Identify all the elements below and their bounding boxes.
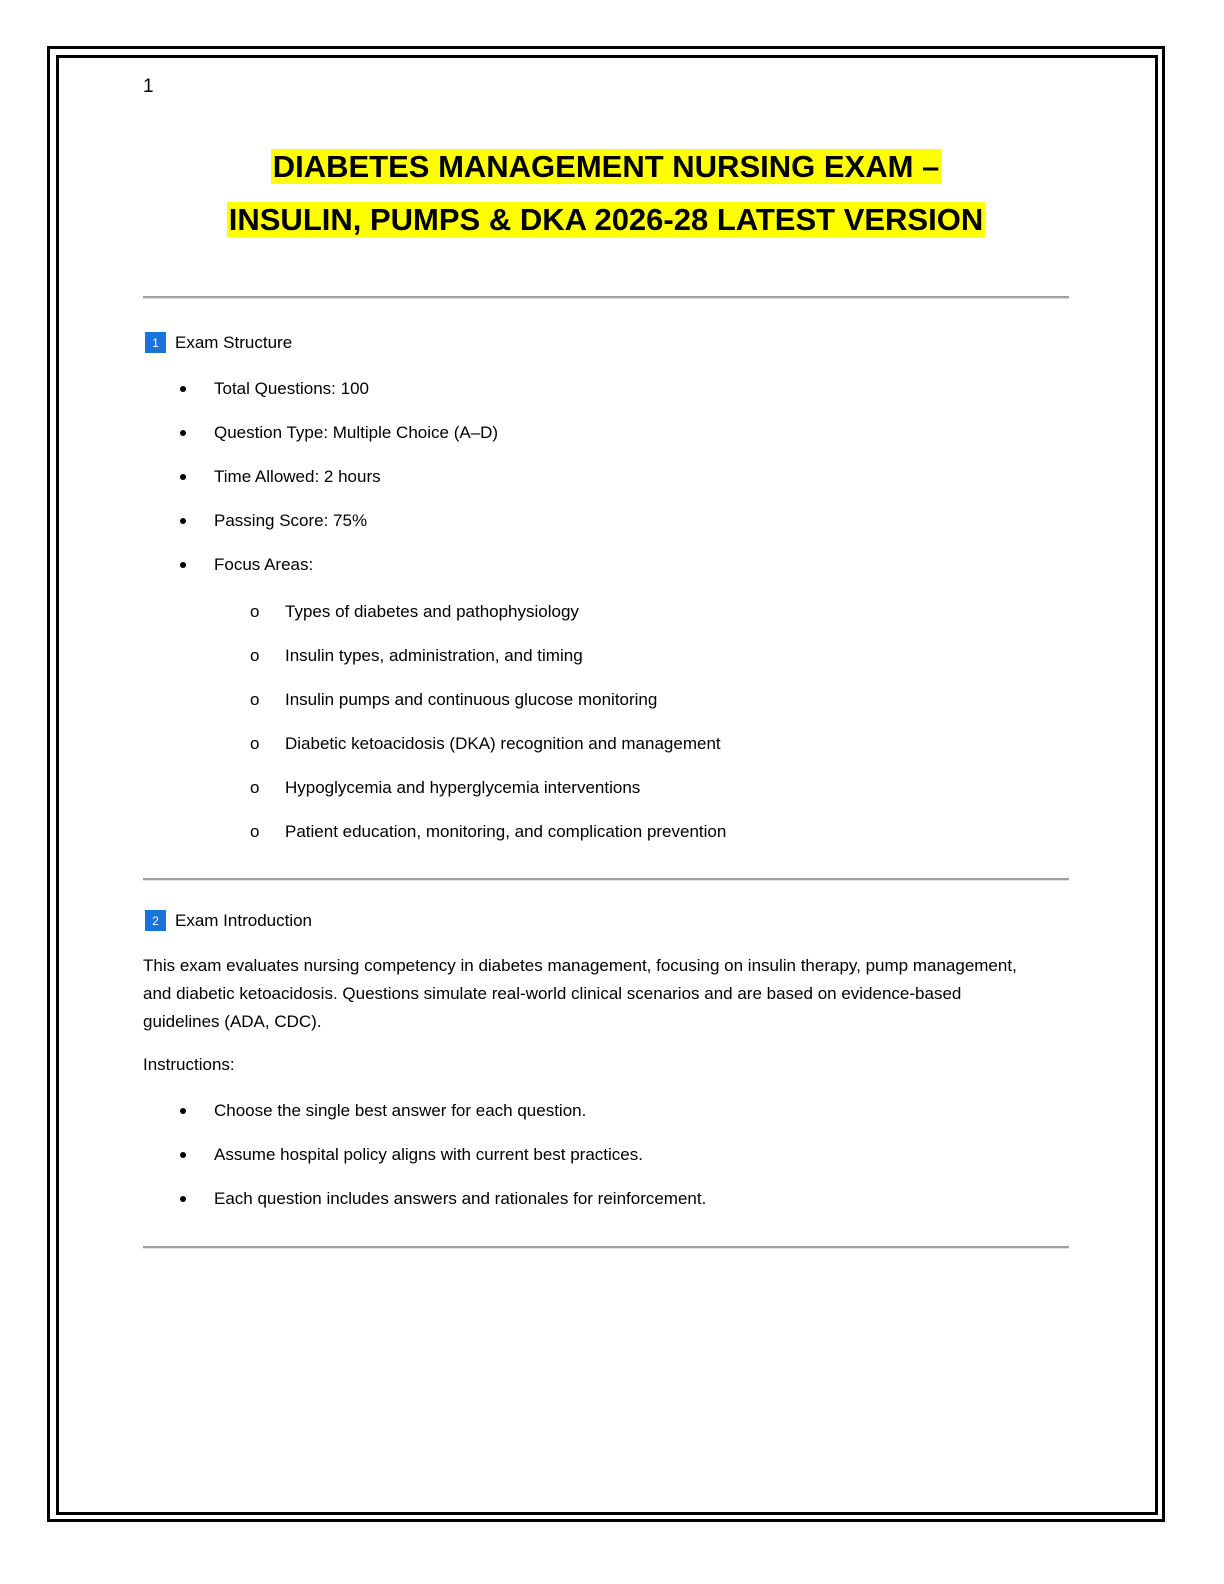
number-badge-2: 2 (145, 910, 166, 931)
title-line-1: DIABETES MANAGEMENT NURSING EXAM – (272, 149, 940, 184)
document-title (140, 140, 1072, 246)
horizontal-rule-2 (143, 878, 1069, 881)
instructions-list (178, 1099, 706, 1231)
instructions-label: Instructions: (143, 1055, 235, 1074)
list-item: Time Allowed: 2 hours (178, 465, 498, 509)
number-badge-1: 1 (145, 332, 166, 353)
section-heading-text: Exam Structure (175, 332, 293, 352)
list-item: Total Questions: 100 (178, 377, 498, 421)
list-item: Each question includes answers and rationales for reinforcement. (178, 1187, 706, 1231)
list-item: Choose the single best answer for each question. (178, 1099, 706, 1143)
horizontal-rule-1 (143, 296, 1069, 299)
list-item: o Insulin types, administration, and timing (250, 644, 726, 688)
title-line-2: INSULIN, PUMPS & DKA 2026-28 LATEST VERSION (228, 202, 984, 237)
list-item: Question Type: Multiple Choice (A–D) (178, 421, 498, 465)
list-item: o Insulin pumps and continuous glucose monitoring (250, 688, 726, 732)
list-item: Assume hospital policy aligns with current best practices. (178, 1143, 706, 1187)
page-number: 1 (143, 76, 154, 97)
list-item: o Diabetic ketoacidosis (DKA) recognition and management (250, 732, 726, 776)
list-item: Passing Score: 75% (178, 509, 498, 553)
horizontal-rule-3 (143, 1246, 1069, 1249)
exam-structure-list (178, 377, 498, 597)
section-heading-text: Exam Introduction (175, 910, 313, 930)
list-item: o Hypoglycemia and hyperglycemia interventions (250, 776, 726, 820)
list-item: o Patient education, monitoring, and complication prevention (250, 820, 726, 864)
section-heading-exam-introduction (145, 910, 312, 931)
focus-areas-list (250, 600, 726, 864)
list-item: o Types of diabetes and pathophysiology (250, 600, 726, 644)
intro-paragraph: This exam evaluates nursing competency in diabetes management, focusing on insulin therapy, pump management, and diabetic ketoacidosis. Questions simulate real-world clinical scenarios and are based on evidence-based guidelines (ADA, CDC). (143, 956, 1017, 1031)
list-item: Focus Areas: (178, 553, 498, 597)
section-heading-exam-structure (145, 332, 292, 353)
